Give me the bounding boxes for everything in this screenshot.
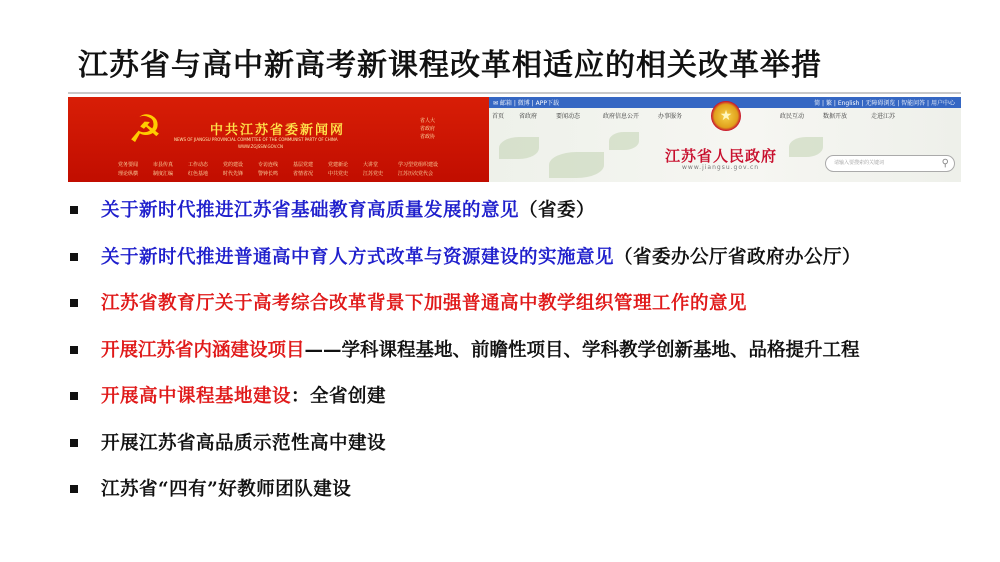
party-news-nav	[118, 161, 438, 177]
gov-top-links-left[interactable]: ✉ 邮箱 | 微博 | APP下载	[493, 100, 559, 107]
list-item	[70, 380, 970, 427]
list-item-text	[101, 243, 861, 269]
party-news-url: WWW.ZGJSSW.GOV.CN	[238, 144, 283, 149]
party-news-subtitle: NEWS OF JIANGSU PROVINCIAL COMMITTEE OF THE COMMUNIST PARTY OF CHINA	[174, 137, 338, 142]
gov-top-links-right[interactable]: 简 | 繁 | English | 无障碍浏览 | 智能问答 | 用户中心	[814, 100, 955, 107]
side-link[interactable]: 省政府	[420, 126, 436, 132]
nav-link[interactable]: 时代先锋	[222, 171, 243, 177]
slide-title: 江苏省与高中新高考新课程改革相适应的相关改革举措	[78, 48, 822, 83]
national-emblem-icon: ★	[711, 101, 741, 131]
gov-nav-item[interactable]: 政民互动	[780, 113, 805, 120]
gov-nav-item[interactable]: 政府信息公开	[603, 113, 640, 120]
list-item-main: 开展江苏省高品质示范性高中建设	[101, 432, 387, 454]
gov-search-input[interactable]	[825, 155, 955, 172]
square-bullet-icon	[70, 299, 78, 307]
nav-link[interactable]: 警钟长鸣	[257, 171, 278, 177]
title-divider	[68, 92, 961, 94]
list-item-text	[101, 475, 351, 501]
list-item-text	[101, 196, 595, 222]
list-item-main: 开展江苏省内涵建设项目	[101, 339, 305, 361]
nav-link[interactable]: 党的建设	[222, 162, 243, 168]
list-item-main: 江苏省教育厅关于高考综合改革背景下加强普通高中教学组织管理工作的意见	[101, 293, 748, 314]
nav-link[interactable]: 学习型党组织建设	[397, 162, 438, 168]
square-bullet-icon	[70, 346, 78, 354]
nav-link[interactable]: 省情省况	[292, 171, 313, 177]
nav-link[interactable]: 制度汇编	[152, 171, 173, 177]
gov-site-name: 江苏省人民政府	[665, 147, 778, 165]
gov-nav-item[interactable]: 走进江苏	[871, 113, 896, 120]
nav-link[interactable]: 江苏党史	[362, 171, 383, 177]
list-item-text	[101, 382, 386, 408]
list-item-main: 江苏省“四有”好教师团队建设	[101, 479, 352, 500]
party-news-banner[interactable]	[68, 97, 489, 182]
list-item	[70, 241, 970, 288]
list-item-text	[101, 289, 747, 315]
nav-link[interactable]: 专访连线	[257, 162, 278, 168]
list-item-suffix: ：全省创建	[291, 386, 387, 407]
list-item-suffix: （省委）	[519, 200, 596, 221]
list-item-text	[101, 429, 386, 455]
list-item	[70, 287, 970, 334]
square-bullet-icon	[70, 392, 78, 400]
search-icon[interactable]: ⚲	[941, 158, 949, 169]
list-item	[70, 427, 970, 474]
list-item-suffix: （省委办公厅省政府办公厅）	[614, 246, 862, 268]
leaf-decoration	[609, 132, 639, 150]
nav-link[interactable]: 市县传真	[152, 162, 173, 168]
search-placeholder: 请输入要搜索的关键词	[834, 160, 885, 166]
nav-link[interactable]: 工作动态	[187, 162, 208, 168]
leaf-decoration	[549, 152, 604, 178]
square-bullet-icon	[70, 253, 78, 261]
party-news-side-links	[420, 117, 446, 141]
party-news-title: 中共江苏省委新闻网	[210, 123, 346, 138]
leaf-decoration	[499, 137, 539, 159]
nav-link[interactable]: 党建新论	[327, 162, 348, 168]
list-item	[70, 473, 970, 520]
list-item-text	[101, 336, 860, 362]
side-link[interactable]: 省政协	[420, 134, 436, 140]
gov-nav-item[interactable]: 数据开放	[823, 113, 848, 120]
hammer-sickle-icon: ☭	[127, 107, 163, 151]
nav-link[interactable]: 大讲堂	[362, 162, 378, 168]
nav-link[interactable]: 中共党史	[327, 171, 348, 177]
list-item	[70, 194, 970, 241]
measures-list	[70, 194, 970, 520]
list-item-main: 关于新时代推进江苏省基础教育高质量发展的意见	[101, 200, 520, 221]
square-bullet-icon	[70, 206, 78, 214]
list-item-suffix: ——学科课程基地、前瞻性项目、学科教学创新基地、品格提升工程	[304, 339, 860, 361]
nav-link[interactable]: 红色基地	[187, 171, 208, 177]
gov-nav-item[interactable]: 首页	[492, 113, 505, 120]
gov-nav-item[interactable]: 办事服务	[658, 113, 683, 120]
list-item-main: 开展高中课程基地建设	[101, 386, 292, 407]
list-item	[70, 334, 970, 381]
leaf-decoration	[789, 137, 823, 157]
square-bullet-icon	[70, 439, 78, 447]
nav-link[interactable]: 江苏历次党代会	[397, 171, 433, 177]
nav-link[interactable]: 党务要闻	[118, 162, 139, 168]
nav-link[interactable]: 理论纵横	[118, 171, 139, 177]
side-link[interactable]: 省人大	[420, 118, 436, 124]
nav-link[interactable]: 基层党建	[292, 162, 313, 168]
gov-site-url: www.jiangsu.gov.cn	[682, 164, 760, 171]
square-bullet-icon	[70, 485, 78, 493]
list-item-main: 关于新时代推进普通高中育人方式改革与资源建设的实施意见	[101, 246, 615, 268]
gov-nav-item[interactable]: 要闻动态	[556, 113, 581, 120]
gov-nav-item[interactable]: 省政府	[519, 113, 538, 120]
jiangsu-gov-banner[interactable]	[489, 97, 961, 182]
